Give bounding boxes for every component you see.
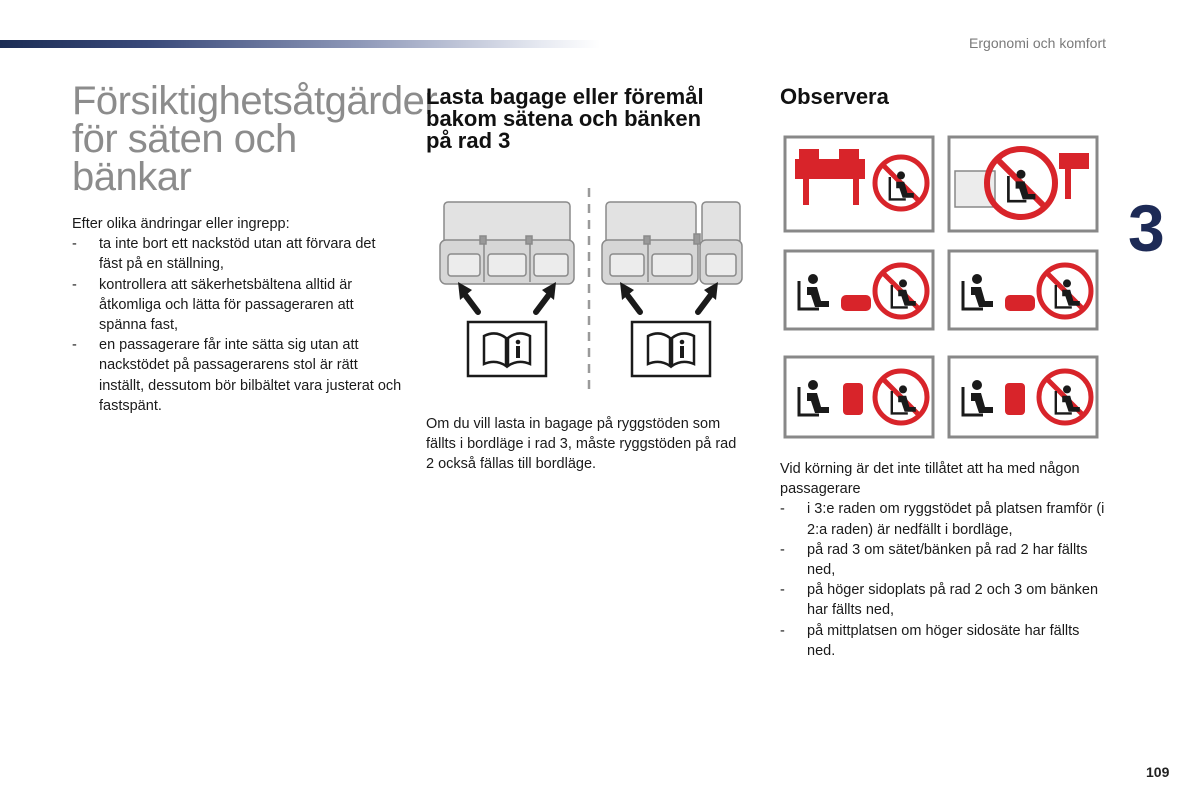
precautions-intro: Efter olika ändringar eller ingrepp: <box>72 216 290 232</box>
note-list <box>780 499 1110 661</box>
list-item: - i 3:e raden om ryggstödet på platsen framför (i 2:a raden) är nedfällt i bordläge, <box>780 499 1110 539</box>
list-item: - på höger sidoplats på rad 2 och 3 om bänken har fällts ned, <box>780 580 1110 620</box>
seat-fold-diagram <box>436 186 748 398</box>
prohibited-seating-icon <box>785 357 933 437</box>
header-accent-bar <box>0 40 600 48</box>
prohibited-seating-grid <box>783 131 1103 447</box>
page-number: 109 <box>1146 764 1170 780</box>
page-title-line1: Försiktighetsåtgärder <box>72 79 438 123</box>
book-info-icon <box>632 322 710 376</box>
list-item: - på mittplatsen om höger sidosäte har fällts ned. <box>780 621 1110 661</box>
precautions-block <box>72 214 402 416</box>
page-title-line2: för säten och bänkar <box>72 117 297 199</box>
list-item: - en passagerare får inte sätta sig utan att nackstödet på passagerarens stol är rätt inställt, dessutom bör bilbältet vara justerat och fastspänt. <box>72 335 402 416</box>
note-heading: Observera <box>780 84 889 109</box>
bench-seat-illustration <box>440 202 574 284</box>
note-intro: Vid körning är det inte tillåtet att ha med någon passagerare <box>780 461 1080 498</box>
precautions-list <box>72 234 402 416</box>
prohibited-seating-icon <box>785 251 933 329</box>
book-info-icon <box>468 322 546 376</box>
prohibited-seating-icon <box>949 137 1097 231</box>
split-seat-illustration <box>602 202 742 284</box>
cargo-heading <box>426 86 746 152</box>
cargo-heading-line2: bakom sätena och bänken <box>426 106 702 131</box>
note-block <box>780 459 1110 661</box>
page-title <box>72 79 438 199</box>
chapter-number: 3 <box>1128 191 1163 265</box>
cargo-heading-line1: Lasta bagage eller föremål <box>426 84 704 109</box>
list-item: - på rad 3 om sätet/bänken på rad 2 har fällts ned, <box>780 540 1110 580</box>
cargo-paragraph: Om du vill lasta in bagage på ryggstöden som fällts i bordläge i rad 3, måste ryggstöden på rad 2 också fällas till bordläge. <box>426 416 737 473</box>
list-item: - ta inte bort ett nackstöd utan att förvara det fäst på en ställning, <box>72 234 402 274</box>
list-item: - kontrollera att säkerhetsbältena alltid är åtkomliga och lätta för passageraren att spänna fast, <box>72 275 402 336</box>
prohibited-seating-icon <box>949 357 1097 437</box>
section-title: Ergonomi och komfort <box>969 35 1106 51</box>
cargo-heading-line3: på rad 3 <box>426 128 511 153</box>
prohibited-seating-icon <box>949 251 1097 329</box>
prohibited-seating-icon <box>785 137 933 231</box>
